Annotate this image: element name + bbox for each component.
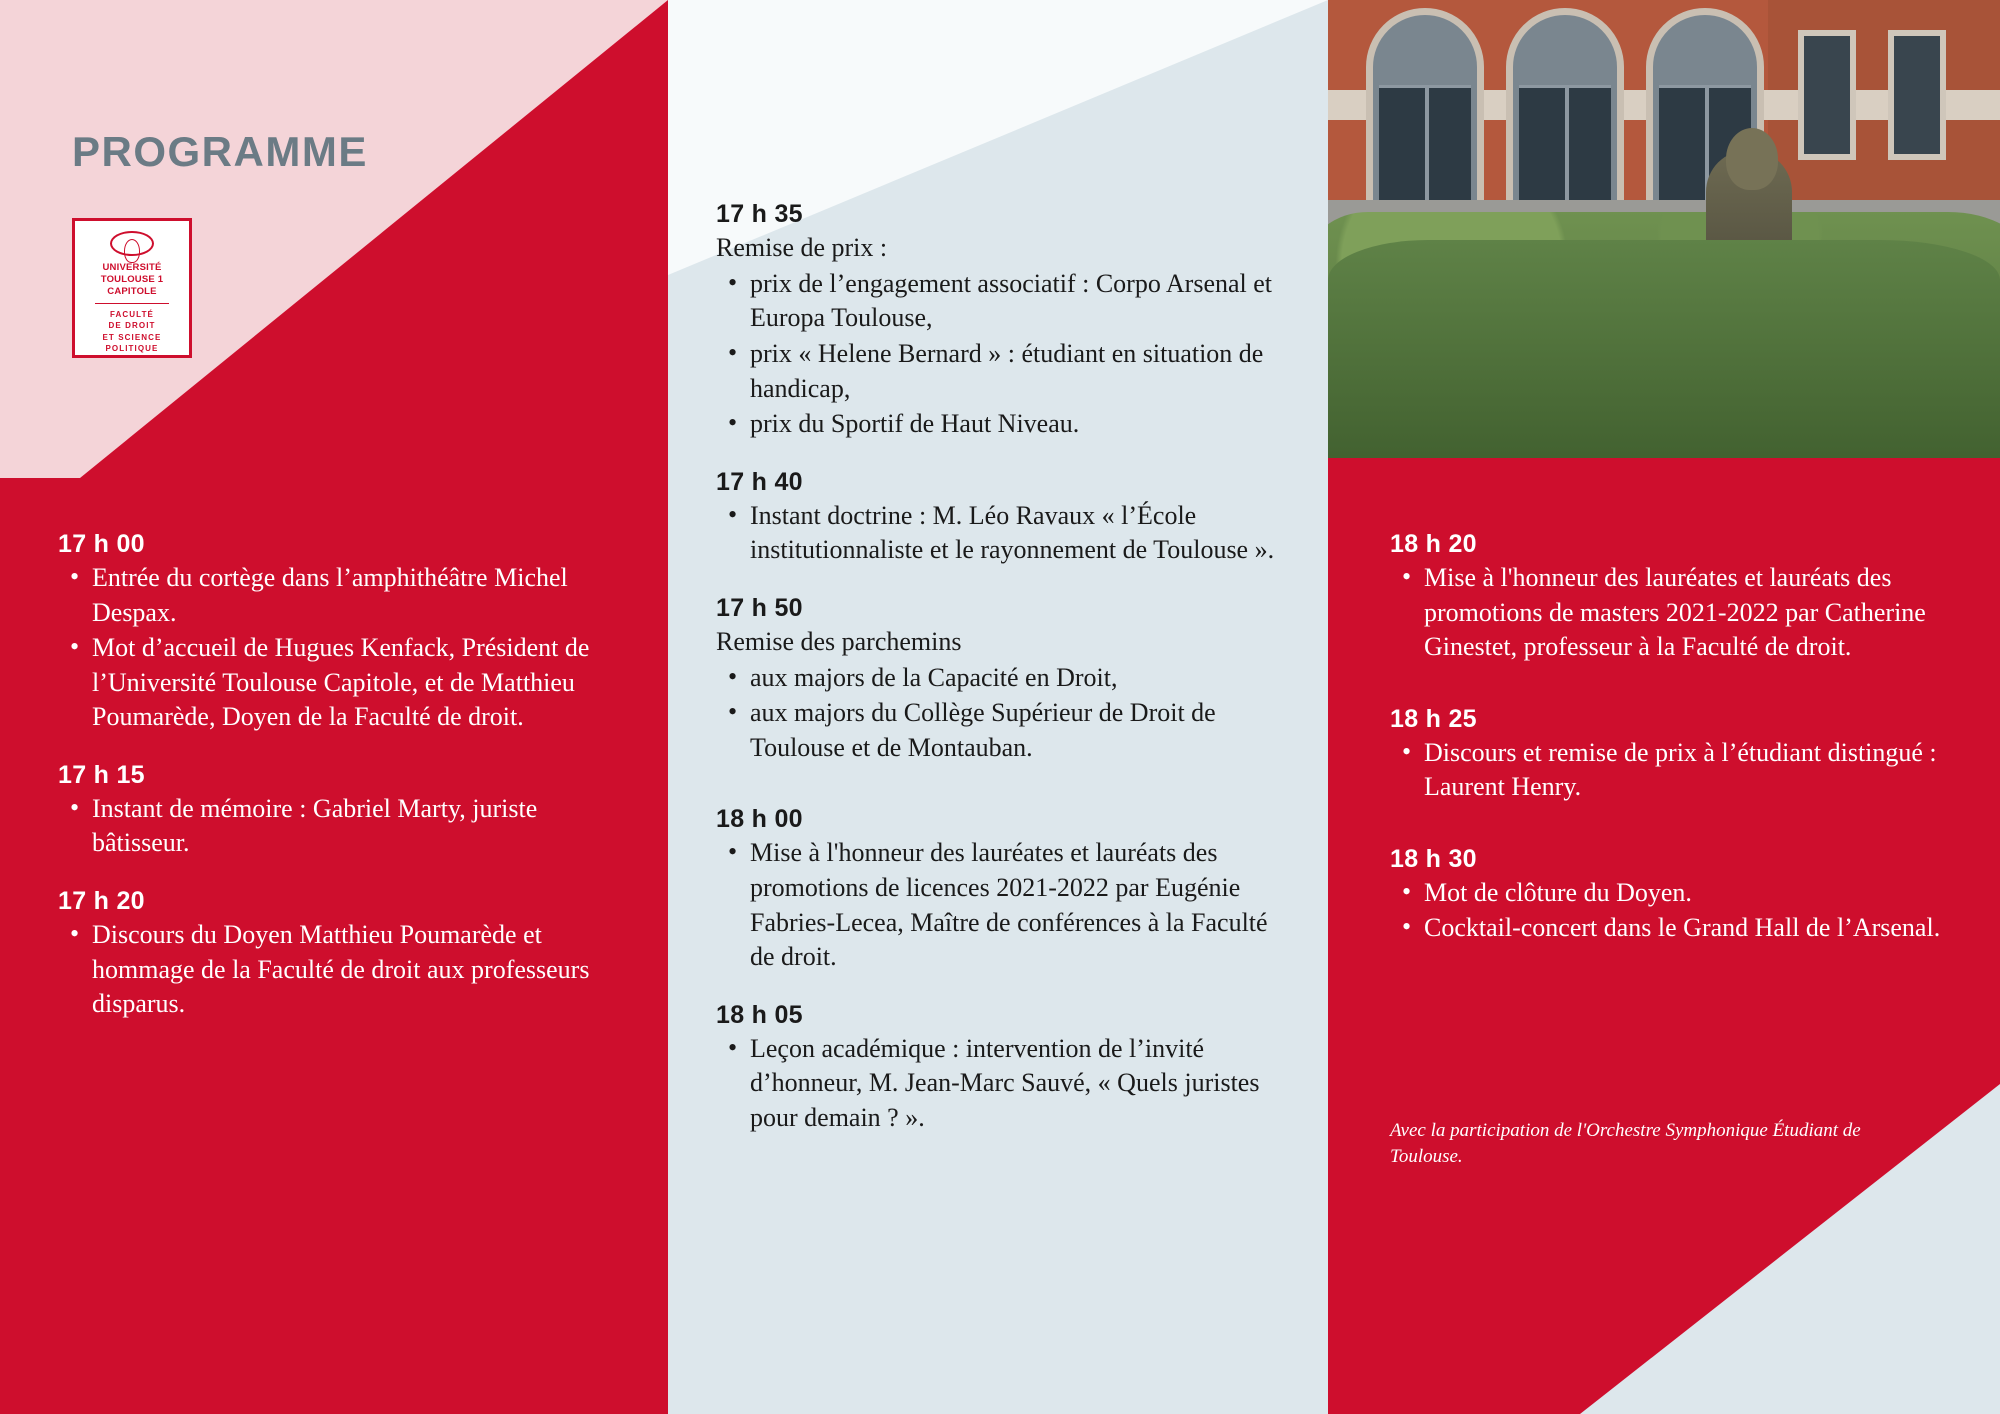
schedule-entry — [58, 761, 628, 861]
list-item: • prix de l’engagement associatif : Corpo Arsenal et Europa Toulouse, — [750, 267, 1296, 336]
entry-items — [716, 1032, 1296, 1136]
entry-time: 18 h 20 — [1390, 530, 1477, 558]
middle-column — [668, 0, 1328, 1414]
entry-time: 17 h 35 — [716, 200, 803, 228]
schedule-entry — [716, 1001, 1296, 1136]
middle-schedule-list — [716, 200, 1296, 1161]
entry-time: 17 h 15 — [58, 760, 145, 789]
right-schedule-list — [1390, 530, 1960, 972]
campus-photo — [1328, 0, 2000, 458]
entry-time: 18 h 05 — [716, 1000, 803, 1029]
entry-time: 18 h 00 — [716, 805, 803, 834]
entry-time: 18 h 30 — [1390, 844, 1477, 873]
schedule-entry — [58, 887, 628, 1022]
logo-line-2: TOULOUSE 1 — [100, 274, 164, 286]
logo-line-1: UNIVERSITÉ — [102, 262, 162, 274]
entry-items — [716, 267, 1296, 442]
logo-line-4: FACULTÉ — [110, 309, 154, 319]
entry-time: 17 h 40 — [716, 467, 803, 496]
schedule-entry — [1390, 845, 1960, 946]
entry-lead: Remise de prix : — [716, 233, 888, 262]
list-item: • Entrée du cortège dans l’amphithéâtre Michel Despax. — [92, 561, 628, 630]
entry-items — [58, 792, 628, 861]
orchestra-credit: Avec la participation de l'Orchestre Symphonique Étudiant de Toulouse. — [1390, 1120, 1861, 1167]
entry-items — [1390, 876, 1960, 946]
entry-items — [716, 661, 1296, 766]
left-column — [0, 0, 668, 1414]
logo-line-7: POLITIQUE — [105, 344, 159, 354]
list-item: • Discours et remise de prix à l’étudiant distingué : Laurent Henry. — [1424, 736, 1960, 805]
logo-line-3: CAPITOLE — [107, 285, 157, 297]
right-column — [1328, 0, 2000, 1414]
schedule-entry — [58, 530, 628, 735]
entry-items — [58, 561, 628, 735]
logo-divider — [95, 303, 169, 304]
list-item: • Leçon académique : intervention de l’invité d’honneur, M. Jean-Marc Sauvé, « Quels juristes pour demain ? ». — [750, 1032, 1296, 1136]
bust-head — [1726, 128, 1778, 190]
list-item: • Instant doctrine : M. Léo Ravaux « l’École institutionnaliste et le rayonnement de Toulouse ». — [750, 499, 1296, 568]
list-item: • prix du Sportif de Haut Niveau. — [750, 407, 1296, 442]
logo-seal-icon — [110, 231, 154, 256]
entry-items — [1390, 561, 1960, 665]
list-item: • Mise à l'honneur des lauréates et lauréats des promotions de masters 2021-2022 par Catherine Ginestet, professeur à la Faculté de droit. — [1424, 561, 1960, 665]
list-item: • Mot de clôture du Doyen. — [1424, 876, 1960, 911]
list-item: • Mise à l'honneur des lauréates et lauréats des promotions de licences 2021-2022 par Eugénie Fabries-Lecea, Maître de conférences à la Faculté de droit. — [750, 836, 1296, 974]
entry-time: 17 h 20 — [58, 887, 145, 916]
list-item: • Discours du Doyen Matthieu Poumarède et hommage de la Faculté de droit aux professeurs disparus. — [92, 918, 628, 1022]
schedule-entry — [716, 468, 1296, 568]
list-item: • Instant de mémoire : Gabriel Marty, juriste bâtisseur. — [92, 792, 628, 861]
list-item: • prix « Helene Bernard » : étudiant en situation de handicap, — [750, 337, 1296, 406]
schedule-entry — [716, 200, 1296, 442]
entry-items — [58, 918, 628, 1022]
page-title: PROGRAMME — [72, 128, 368, 175]
entry-items — [716, 836, 1296, 974]
entry-lead: Remise des parchemins — [716, 626, 962, 656]
rectangular-window — [1888, 30, 1946, 160]
entry-items — [716, 499, 1296, 568]
list-item: • Mot d’accueil de Hugues Kenfack, Président de l’Université Toulouse Capitole, et de Matthieu Poumarède, Doyen de la Faculté de droit. — [92, 631, 628, 735]
hedge-front — [1328, 240, 2000, 458]
schedule-entry — [1390, 530, 1960, 665]
schedule-entry — [716, 805, 1296, 974]
list-item: • Cocktail-concert dans le Grand Hall de l’Arsenal. — [1424, 911, 1960, 946]
entry-items — [1390, 736, 1960, 805]
logo-line-5: DE DROIT — [108, 321, 156, 331]
left-schedule-list — [58, 530, 628, 1048]
university-logo — [72, 218, 192, 358]
entry-time: 17 h 00 — [58, 530, 145, 558]
schedule-entry — [716, 594, 1296, 766]
list-item: • aux majors de la Capacité en Droit, — [750, 661, 1296, 696]
entry-time: 17 h 50 — [716, 593, 803, 622]
rectangular-window — [1798, 30, 1856, 160]
logo-line-6: ET SCIENCE — [102, 332, 162, 342]
schedule-entry — [1390, 705, 1960, 805]
entry-time: 18 h 25 — [1390, 704, 1477, 733]
list-item: • aux majors du Collège Supérieur de Droit de Toulouse et de Montauban. — [750, 696, 1296, 765]
